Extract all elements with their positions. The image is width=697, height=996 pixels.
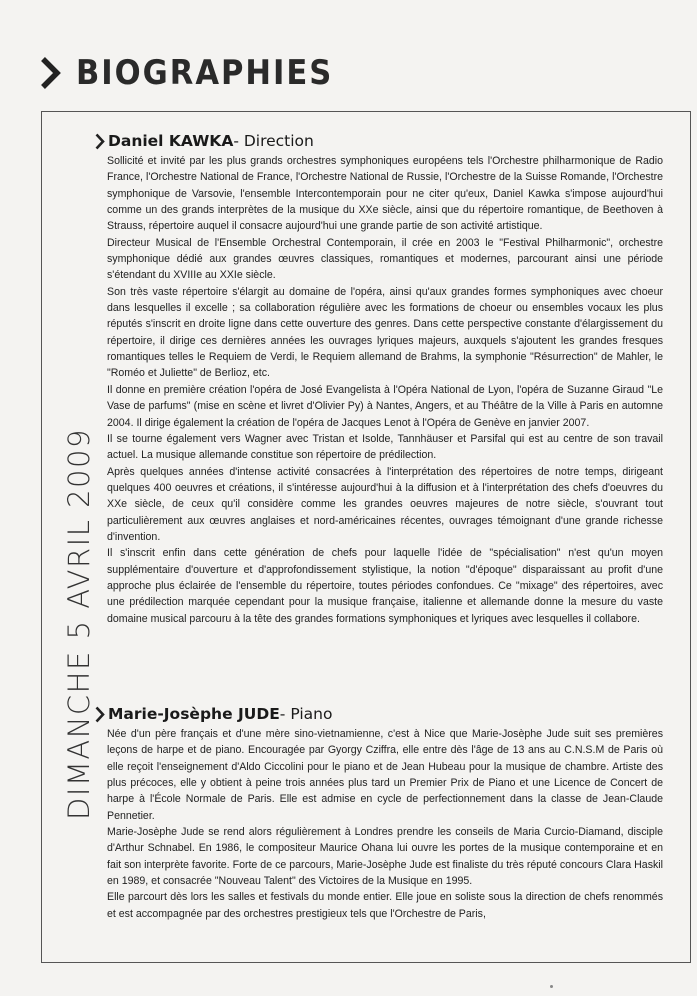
- biography-marie-josephe-jude: [107, 703, 663, 922]
- bio-paragraph: Il se tourne également vers Wagner avec Tristan et Isolde, Tannhäuser et Parsifal qui est au centre de son travail actuel. La musique allemande constitue son répertoire de prédilection.: [107, 432, 663, 462]
- chevron-right-icon: [95, 706, 105, 723]
- bio-paragraph: Il s'inscrit enfin dans cette génération de chefs pour laquelle l'idée de "spécialisation" n'est qu'un moyen supplémentaire d'ouverture et d'approfondissement stylistique, la notion "d'époque" disparaissant au profit d'une approche plus éclairée de l'ensemble du répertoire, toutes périodes confondues. Ce "mixage" des répertoires, avec une prédilection marquée cependant pour la musique française, italienne et allemande donne la mesure du vaste domaine musical parcouru à la tête des grandes formations symphoniques et lyriques avec lesquelles il collabore.: [107, 547, 663, 625]
- bio-paragraph: Après quelques années d'intense activité consacrées à l'interprétation des répertoires de notre temps, dirigeant quelques 400 oeuvres et créations, il s'intéresse aujourd'hui à la diffusion et à l'interprétation des chefs d'oeuvres du XXe siècle, de ceux qu'il considère comme les grandes oeuvres majeures de notre siècle, s'ouvrant tout particulièrement aux œuvres anglaises et nord-américaines récentes, ouvrages témoignant d'une grande richesse d'invention.: [107, 465, 663, 543]
- bio-paragraph: Elle parcourt dès lors les salles et festivals du monde entier. Elle joue en soliste sous la direction de chefs renommés et est accompagnée par des orchestres prestigieux tels que l'Orchestre de Paris,: [107, 891, 663, 920]
- page-title: BIOGRAPHIES: [76, 53, 334, 93]
- bio-paragraph: Il donne en première création l'opéra de José Evangelista à l'Opéra National de Lyon, l'opéra de Suzanne Giraud "Le Vase de parfums" (mise en scène et livret d'Olivier Py) à Nantes, Angers, et au Théâtre de la Ville à Paris en automne 2004. Il dirige également la création de l'opéra de Jacques Lenot à l'Opéra de Genève en janvier 2007.: [107, 383, 663, 429]
- bio-heading: [95, 130, 663, 152]
- bio-paragraph: Née d'un père français et d'une mère sino-vietnamienne, c'est à Nice que Marie-Josèphe Jude suit ses premières leçons de harpe et de piano. Encouragée par Gyorgy Cziffra, elle entre dès l'âge de 13 ans au C.N.S.M de Paris où elle reçoit l'enseignement d'Aldo Ciccolini pour le piano et de Jean Hubeau pour la musique de chambre. Artiste des plus précoces, elle y obtient à peine trois années plus tard un Premier Prix de Piano et une Licence de Concert de harpe à l'École Normale de Paris. Elle est admise en cycle de perfectionnement dans la classe de Jean-Claude Pennetier.: [107, 728, 663, 822]
- bio-role: - Piano: [279, 705, 333, 723]
- bio-name: Marie-Josèphe JUDE: [108, 705, 280, 723]
- bio-role: - Direction: [233, 132, 314, 150]
- biography-daniel-kawka: [107, 130, 663, 627]
- chevron-right-icon: [95, 133, 105, 150]
- bio-paragraph: Son très vaste répertoire s'élargit au domaine de l'opéra, ainsi qu'aux grandes formes symphoniques avec choeur dans lesquelles il excelle ; sa collaboration régulière avec les formations de choeur ou ensembles vocaux les plus réputés s'inscrit en droite ligne dans cette ouverture des genres. Dans cette perspective constante d'élargissement du répertoire, il dirige ces dernières années les ouvrages lyriques majeurs, auxquels s'ajoutent les grandes fresques romantiques telles le Requiem de Verdi, le Requiem allemand de Brahms, la symphonie "Résurrection" de Mahler, le "Roméo et Juliette" de Berlioz, etc.: [107, 285, 663, 380]
- bio-name: Daniel KAWKA: [108, 132, 234, 150]
- bio-paragraph: Sollicité et invité par les plus grands orchestres symphoniques européens tels l'Orchestre philharmonique de Radio France, l'Orchestre National de France, l'Orchestre National de Russie, l'Orchestre de la Suisse Romande, l'Orchestre symphonique de Varsovie, l'ensemble Intercontemporain pour ne citer qu'eux, Daniel Kawka s'impose aujourd'hui comme un des grands interprètes de la musique du XXe siècle, ainsi que du répertoire romantique, de Beethoven à Strauss, répertoire auquel il consacre aujourd'hui une grande partie de son activité artistique.: [107, 155, 663, 233]
- chevron-right-icon: [40, 56, 62, 90]
- bio-heading: [95, 703, 663, 725]
- side-date: DIMANCHE 5 AVRIL 2009: [62, 428, 96, 820]
- page-heading: [40, 50, 333, 96]
- bio-paragraph: Directeur Musical de l'Ensemble Orchestral Contemporain, il crée en 2003 le "Festival Philharmonic", orchestre symphonique dédié aux grandes œuvres classiques, romantiques et modernes, parcourant ainsi une période s'étendant du XVIIIe au XXIe siècle.: [107, 236, 663, 282]
- bio-paragraph: Marie-Josèphe Jude se rend alors régulièrement à Londres prendre les conseils de Maria Curcio-Diamand, disciple d'Arthur Schnabel. En 1986, le compositeur Maurice Ohana lui ouvre les portes de la musique contemporaine et en fait son interprète favorite. Forte de ce parcours, Marie-Josèphe Jude est finaliste du très réputé concours Clara Haskil en 1989, et consacrée "Nouveau Talent" des Victoires de la Musique en 1995.: [107, 826, 663, 888]
- page-dot: [550, 985, 553, 988]
